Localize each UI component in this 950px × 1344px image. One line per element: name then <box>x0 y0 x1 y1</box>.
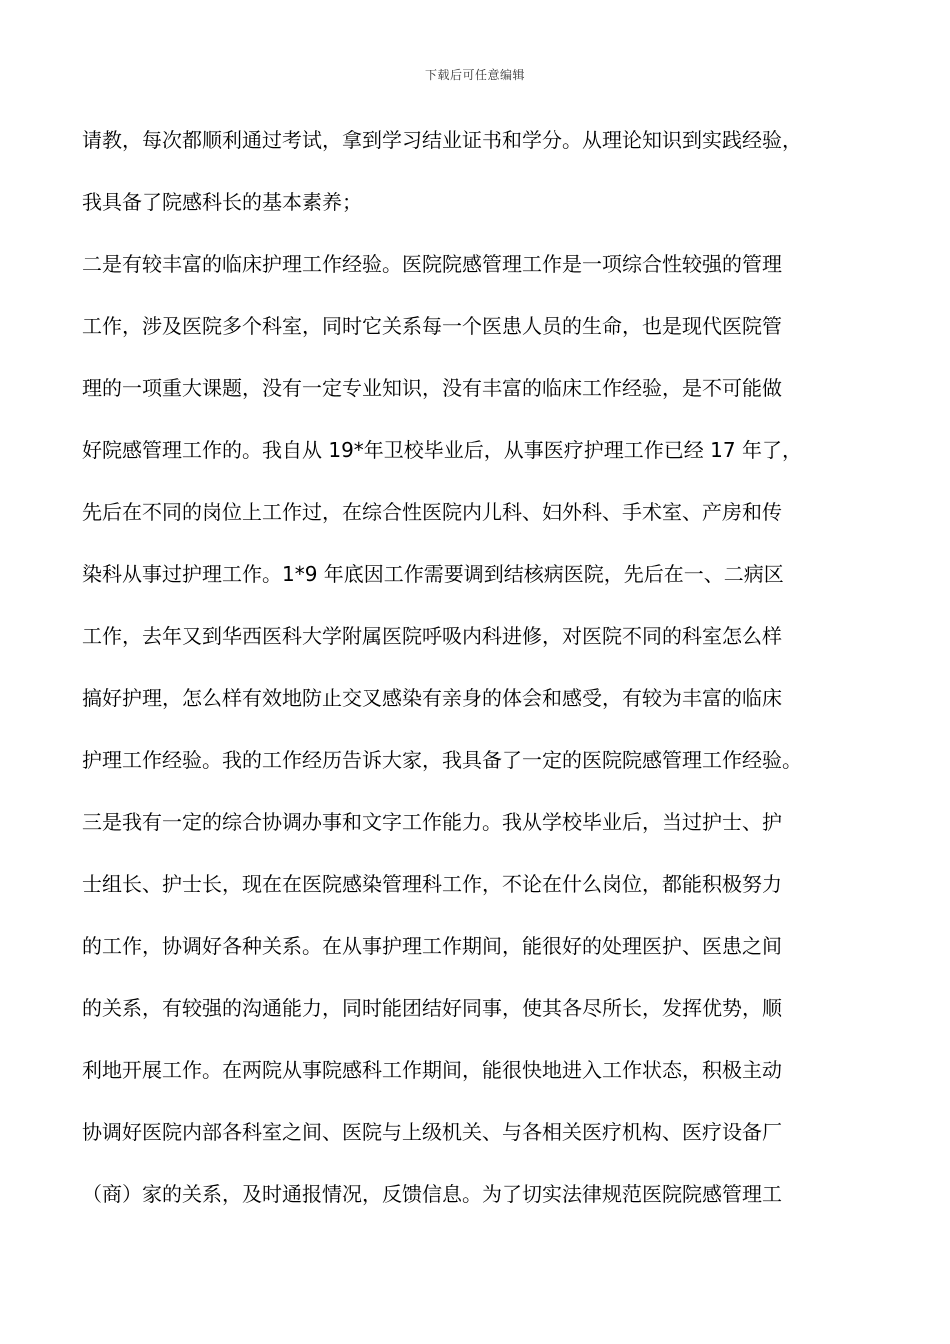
text-line: 三是我有一定的综合协调办事和文字工作能力。我从学校毕业后，当过护士、护 <box>82 810 782 834</box>
text-line: 的工作，协调好各种关系。在从事护理工作期间，能很好的处理医护、医患之间 <box>82 934 782 958</box>
text-line: 好院感管理工作的。我自从 19*年卫校毕业后，从事医疗护理工作已经 17 年了， <box>82 438 802 462</box>
text-line: 工作，涉及医院多个科室，同时它关系每一个医患人员的生命，也是现代医院管 <box>82 314 782 338</box>
document-body <box>82 120 882 1236</box>
text-line: 工作，去年又到华西医科大学附属医院呼吸内科进修，对医院不同的科室怎么样 <box>82 624 782 648</box>
page-header: 下载后可任意编辑 <box>424 68 525 82</box>
text-line: 士组长、护士长，现在在医院感染管理科工作，不论在什么岗位，都能积极努力 <box>82 872 782 896</box>
text-line: 染科从事过护理工作。1*9 年底因工作需要调到结核病医院，先后在一、二病区 <box>82 562 784 586</box>
text-line: 请教，每次都顺利通过考试，拿到学习结业证书和学分。从理论知识到实践经验， <box>82 128 802 152</box>
text-line: （商）家的关系，及时通报情况，反馈信息。为了切实法律规范医院院感管理工 <box>82 1182 782 1206</box>
text-line: 先后在不同的岗位上工作过，在综合性医院内儿科、妇外科、手术室、产房和传 <box>82 500 782 524</box>
text-line: 二是有较丰富的临床护理工作经验。医院院感管理工作是一项综合性较强的管理 <box>82 252 782 276</box>
text-line: 的关系，有较强的沟通能力，同时能团结好同事，使其各尽所长，发挥优势，顺 <box>82 996 782 1020</box>
text-line: 护理工作经验。我的工作经历告诉大家，我具备了一定的医院院感管理工作经验。 <box>82 748 802 772</box>
text-line: 理的一项重大课题，没有一定专业知识，没有丰富的临床工作经验，是不可能做 <box>82 376 782 400</box>
text-line: 协调好医院内部各科室之间、医院与上级机关、与各相关医疗机构、医疗设备厂 <box>82 1120 782 1144</box>
text-line: 我具备了院感科长的基本素养； <box>82 190 362 214</box>
text-line: 搞好护理，怎么样有效地防止交叉感染有亲身的体会和感受，有较为丰富的临床 <box>82 686 782 710</box>
text-line: 利地开展工作。在两院从事院感科工作期间，能很快地进入工作状态，积极主动 <box>82 1058 782 1082</box>
